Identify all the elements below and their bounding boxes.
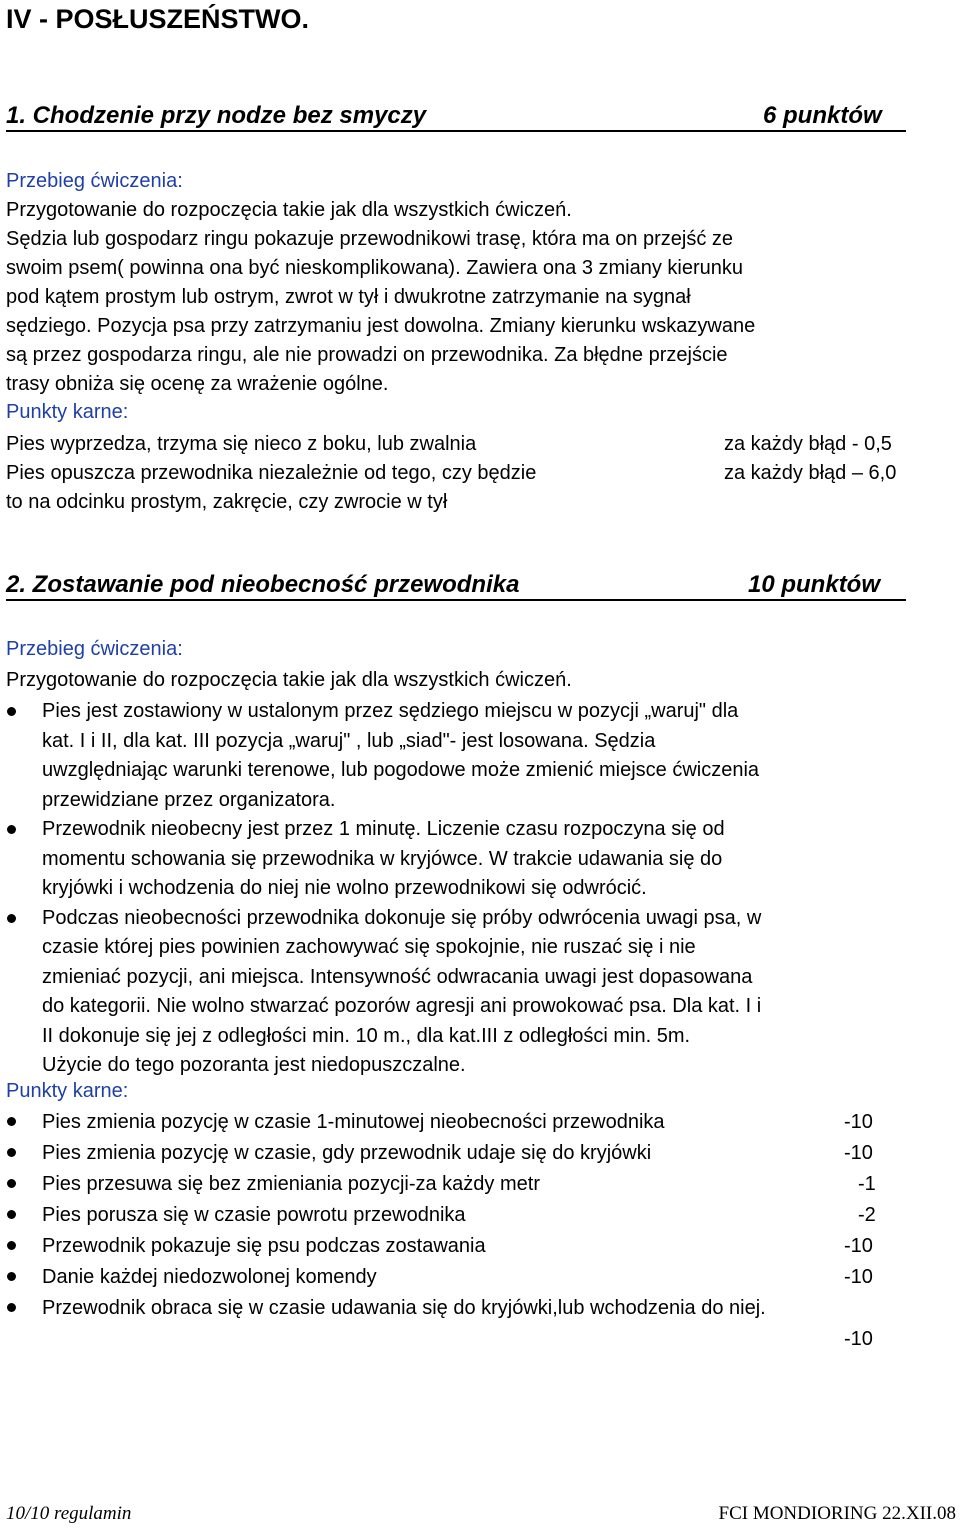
paragraph-line: pod kątem prostym lub ostrym, zwrot w tył i dwukrotne zatrzymanie na sygnał <box>6 286 691 308</box>
footer-page-number: 10/10 regulamin <box>6 1503 132 1524</box>
list-item-line: zmieniać pozycji, ani miejsca. Intensywność odwracania uwagi jest dopasowana <box>42 965 753 988</box>
penalty-text: Pies zmienia pozycję w czasie, gdy przewodnik udaje się do kryjówki <box>42 1142 652 1164</box>
bullet-icon <box>7 914 16 923</box>
penalty-row-value: za każdy błąd – 6,0 <box>724 462 897 484</box>
penalty-text: Pies porusza się w czasie powrotu przewodnika <box>42 1204 466 1226</box>
section-2-points: 10 punktów <box>748 571 881 598</box>
footer-document-title: FCI MONDIORING 22.XII.08 <box>718 1503 956 1524</box>
penalty-value: -10 <box>844 1328 873 1350</box>
penalty-value: -10 <box>844 1235 873 1257</box>
penalty-text: Danie każdej niedozwolonej komendy <box>42 1266 377 1288</box>
list-item-line: uwzględniając warunki terenowe, lub pogodowe może zmienić miejsce ćwiczenia <box>42 759 760 781</box>
penalty-value: -1 <box>858 1173 876 1195</box>
section-2-title: 2. Zostawanie pod nieobecność przewodnika <box>6 571 520 598</box>
penalty-item <box>6 1262 873 1293</box>
list-item-line: do kategorii. Nie wolno stwarzać pozorów agresji ani prowokować psa. Dla kat. I i <box>42 995 762 1017</box>
penalty-item <box>6 1107 873 1138</box>
bullet-icon <box>7 1179 16 1188</box>
penalty-item <box>6 1138 873 1169</box>
list-item <box>6 815 761 904</box>
list-item <box>6 904 761 1081</box>
paragraph-line: są przez gospodarza ringu, ale nie prowadzi on przewodnika. Za błędne przejście <box>6 344 728 366</box>
section-2-intro: Przygotowanie do rozpoczęcia takie jak dla wszystkich ćwiczeń. <box>6 669 572 691</box>
penalty-item <box>6 1169 876 1200</box>
bullet-icon <box>7 1148 16 1157</box>
paragraph-line: trasy obniża się ocenę za wrażenie ogólne. <box>6 373 389 395</box>
penalty-row-value: za każdy błąd - 0,5 <box>724 433 892 455</box>
penalty-item <box>6 1200 876 1231</box>
section-1-paragraph <box>6 196 755 399</box>
paragraph-line: swoim psem( powinna ona być nieskomplikowana). Zawiera ona 3 zmiany kierunku <box>6 257 744 279</box>
bullet-icon <box>7 1303 16 1312</box>
penalty-text: Przewodnik pokazuje się psu podczas zostawania <box>42 1235 486 1257</box>
list-item-line: przewidziane przez organizatora. <box>42 788 336 811</box>
section-2-course-label: Przebieg ćwiczenia: <box>6 638 183 660</box>
penalty-value: -10 <box>844 1111 873 1133</box>
section-1-underline <box>6 130 906 132</box>
paragraph-line: sędziego. Pozycja psa przy zatrzymaniu jest dowolna. Zmiany kierunku wskazywane <box>6 315 756 337</box>
list-item-line: momentu schowania się przewodnika w kryjówce. W trakcie udawania się do <box>42 847 723 870</box>
list-item-line: Pies jest zostawiony w ustalonym przez sędziego miejscu w pozycji „waruj" dla <box>42 700 739 722</box>
bullet-icon <box>7 825 16 834</box>
bullet-icon <box>7 1241 16 1250</box>
penalty-value: -10 <box>844 1266 873 1288</box>
section-1-points: 6 punktów <box>763 102 882 129</box>
penalty-item <box>6 1293 873 1350</box>
penalty-value: -2 <box>858 1204 876 1226</box>
list-item-line: Przewodnik nieobecny jest przez 1 minutę. Liczenie czasu rozpoczyna się od <box>42 818 725 840</box>
section-1-course-label: Przebieg ćwiczenia: <box>6 170 183 192</box>
section-2-penalty-label: Punkty karne: <box>6 1080 129 1102</box>
page-title: IV - POSŁUSZEŃSTWO. <box>6 4 310 34</box>
section-2-penalty-list <box>6 1107 876 1350</box>
bullet-icon <box>7 1210 16 1219</box>
list-item-line: Podczas nieobecności przewodnika dokonuje się próby odwrócenia uwagi psa, w <box>42 906 762 929</box>
paragraph-line: Sędzia lub gospodarz ringu pokazuje przewodnikowi trasę, która ma on przejść ze <box>6 228 734 250</box>
bullet-icon <box>7 1272 16 1281</box>
penalty-row-text: Pies opuszcza przewodnika niezależnie od tego, czy będzie <box>6 462 537 484</box>
section-1-penalty-label: Punkty karne: <box>6 401 129 423</box>
penalty-text: Pies zmienia pozycję w czasie 1-minutowej nieobecności przewodnika <box>42 1111 665 1133</box>
list-item-line: II dokonuje się jej z odległości min. 10 m., dla kat.III z odległości min. 5m. <box>42 1024 691 1047</box>
list-item <box>6 697 761 815</box>
list-item-line: kat. I i II, dla kat. III pozycja „waruj" , lub „siad"- jest losowana. Sędzia <box>42 729 656 752</box>
section-2-bullet-list <box>6 697 761 1081</box>
list-item-line: Użycie do tego pozoranta jest niedopuszczalne. <box>42 1054 466 1076</box>
section-2-underline <box>6 599 906 601</box>
paragraph-line: Przygotowanie do rozpoczęcia takie jak dla wszystkich ćwiczeń. <box>6 199 572 221</box>
penalty-item <box>6 1231 873 1262</box>
bullet-icon <box>7 707 16 716</box>
penalty-row-text: Pies wyprzedza, trzyma się nieco z boku, lub zwalnia <box>6 433 477 455</box>
section-1-title: 1. Chodzenie przy nodze bez smyczy <box>6 102 427 129</box>
bullet-icon <box>7 1117 16 1126</box>
penalty-value: -10 <box>844 1142 873 1164</box>
list-item-line: czasie której pies powinien zachowywać się spokojnie, nie ruszać się i nie <box>42 936 696 958</box>
penalty-text: Przewodnik obraca się w czasie udawania się do kryjówki,lub wchodzenia do niej. <box>42 1297 766 1319</box>
penalty-row-text-continued: to na odcinku prostym, zakręcie, czy zwrocie w tył <box>6 491 448 513</box>
list-item-line: kryjówki i wchodzenia do niej nie wolno przewodnikowi się odwrócić. <box>42 877 647 899</box>
penalty-text: Pies przesuwa się bez zmieniania pozycji-za każdy metr <box>42 1173 540 1195</box>
